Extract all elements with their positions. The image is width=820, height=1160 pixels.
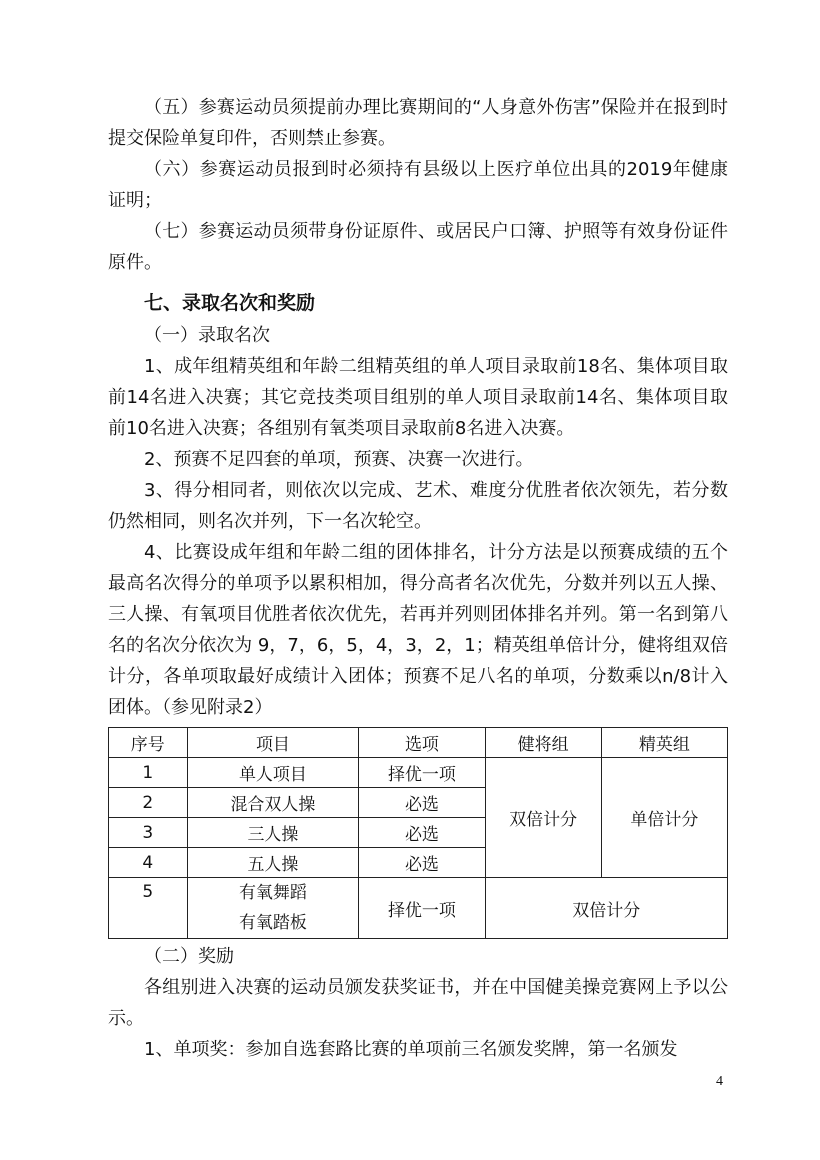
cell-no: 4 [109, 848, 188, 878]
cell-no: 2 [109, 788, 188, 818]
cell-aerobic-score: 双倍计分 [485, 878, 727, 939]
cell-no: 3 [109, 818, 188, 848]
paragraph-ranking-2: 2、预赛不足四套的单项，预赛、决赛一次进行。 [144, 449, 534, 470]
subheading-ranking: （一）录取名次 [144, 325, 270, 346]
header-no: 序号 [109, 728, 188, 758]
cell-no: 5 [109, 878, 188, 939]
header-veteran-group: 健将组 [485, 728, 601, 758]
header-item: 项目 [187, 728, 359, 758]
paragraph-insurance: （五）参赛运动员须提前办理比赛期间的“人身意外伤害”保险并在报到时提交保险单复印件，否则禁止参赛。 [108, 97, 728, 149]
paragraph-ranking-1: 1、成年组精英组和年龄二组精英组的单人项目录取前18名、集体项目取前14名进入决赛；其它竞技类项目组别的单人项目录取前14名、集体项目取前10名进入决赛；各组别有氧类项目录取前8名进入决赛。 [108, 356, 728, 439]
cell-elite-score: 单倍计分 [601, 758, 727, 878]
cell-option: 必选 [359, 848, 485, 878]
paragraph-id-documents: （七）参赛运动员须带身份证原件、或居民户口簿、护照等有效身份证件原件。 [108, 221, 728, 273]
cell-option: 必选 [359, 788, 485, 818]
header-option: 选项 [359, 728, 485, 758]
cell-no: 1 [109, 758, 188, 788]
cell-item: 混合双人操 [187, 788, 359, 818]
cell-option: 必选 [359, 818, 485, 848]
cell-item: 三人操 [187, 818, 359, 848]
paragraph-health-certificate: （六）参赛运动员报到时必须持有县级以上医疗单位出具的2019年健康证明； [108, 159, 728, 211]
paragraph-awards-1: 各组别进入决赛的运动员颁发获奖证书，并在中国健美操竞赛网上予以公示。 [108, 977, 728, 1029]
cell-item: 单人项目 [187, 758, 359, 788]
cell-option: 择优一项 [359, 878, 485, 939]
document-page [108, 92, 728, 1065]
cell-option: 择优一项 [359, 758, 485, 788]
table-header-row [109, 728, 728, 758]
section-heading: 七、录取名次和奖励 [144, 292, 316, 314]
header-elite-group: 精英组 [601, 728, 727, 758]
cell-item: 五人操 [187, 848, 359, 878]
table-row [109, 758, 728, 788]
table-row [109, 878, 728, 939]
paragraph-awards-2: 1、单项奖：参加自选套路比赛的单项前三名颁发奖牌，第一名颁发 [144, 1039, 678, 1060]
team-scoring-table [108, 727, 728, 939]
cell-item-line: 有氧踏板 [238, 913, 307, 933]
cell-item-aerobic [187, 878, 359, 939]
paragraph-ranking-4: 4、比赛设成年组和年龄二组的团体排名，计分方法是以预赛成绩的五个最高名次得分的单项予以累积相加，得分高者名次优先，分数并列以五人操、三人操、有氧项目优胜者依次优先，若再并列则团体排名并列。第一名到第八名的名次分依次为 9，7，6，5，4，3，2，1；精英组单倍计分，健将组双倍计分，各单项取最好成绩计入团体；预赛不足八名的单项，分数乘以n/8计入团体。（参见附录2） [108, 542, 728, 718]
page-number: 4 [716, 1074, 723, 1089]
cell-item-line: 有氧舞蹈 [238, 883, 307, 903]
paragraph-ranking-3: 3、得分相同者，则依次以完成、艺术、难度分优胜者依次领先，若分数仍然相同，则名次并列，下一名次轮空。 [108, 480, 728, 532]
cell-veteran-score: 双倍计分 [485, 758, 601, 878]
subheading-awards: （二）奖励 [144, 946, 234, 967]
